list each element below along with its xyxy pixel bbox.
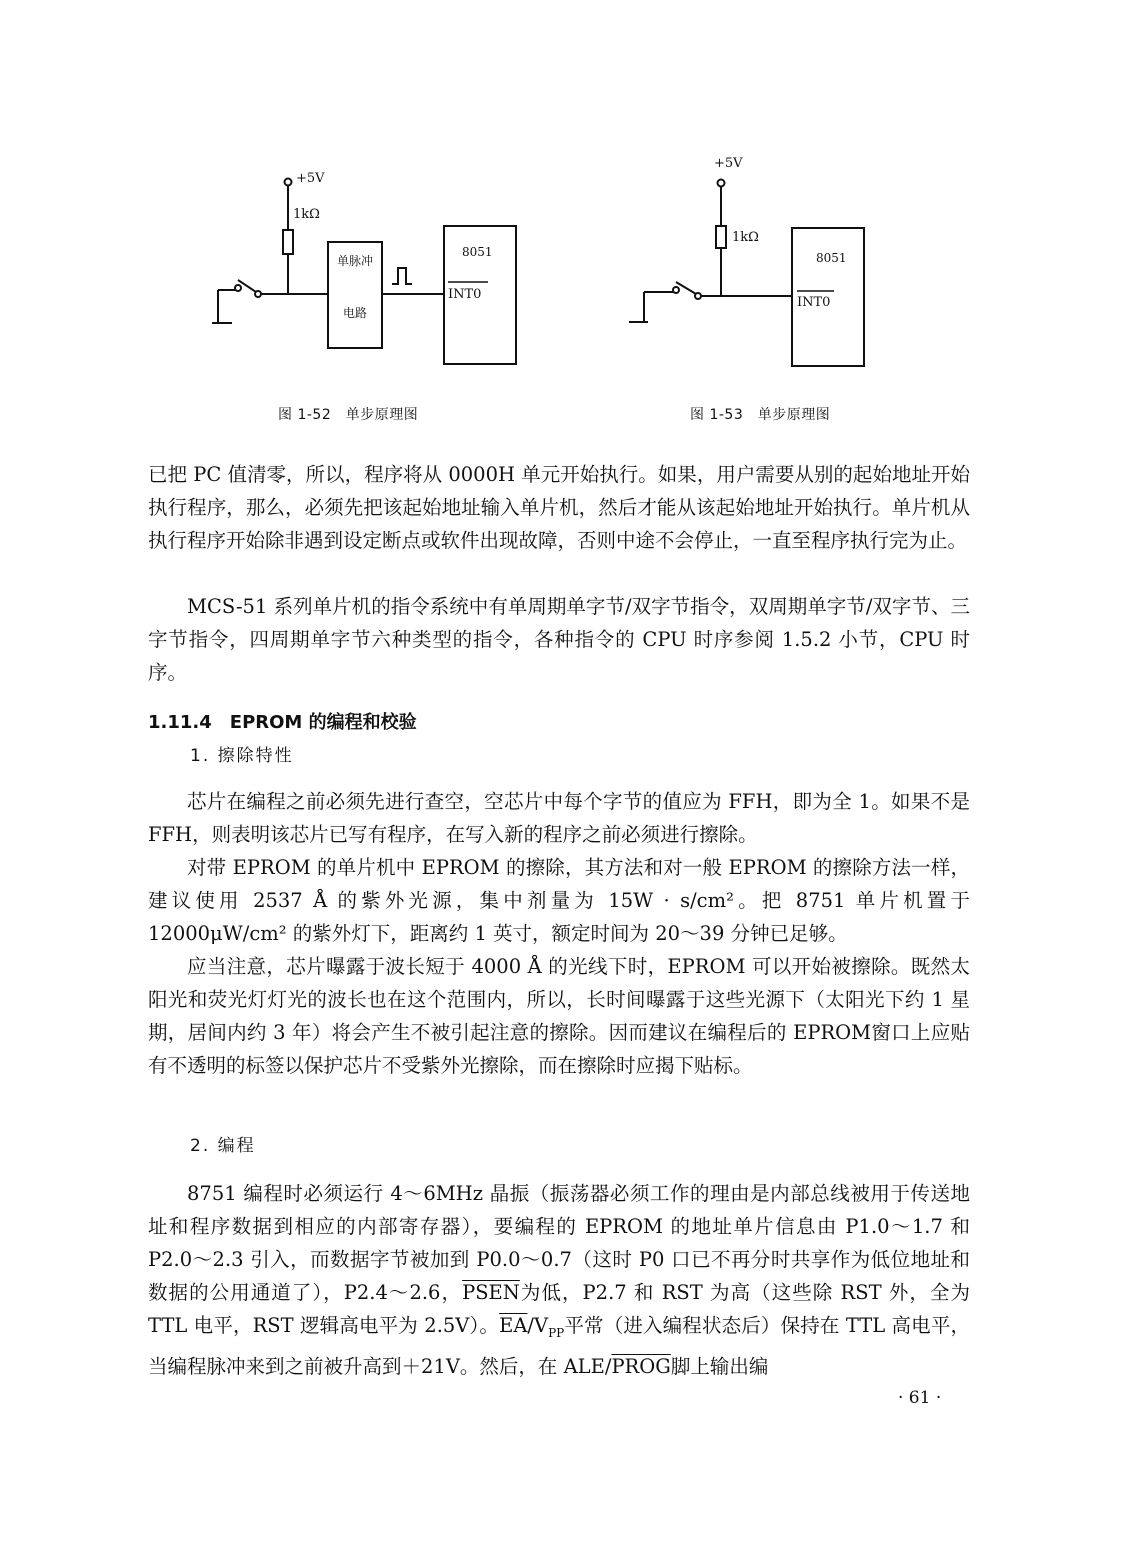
page-number: · 61 · [898, 1388, 942, 1408]
vcc-label: +5V [714, 156, 743, 171]
figure-1-53 [620, 150, 880, 375]
section-title: EPROM 的编程和校验 [229, 712, 417, 733]
vcc-terminal-icon [718, 180, 725, 187]
section-heading [148, 708, 417, 734]
vpp-subscript: PP [548, 1325, 565, 1340]
subsection-heading-1: 1. 擦除特性 [190, 746, 294, 766]
circuit-diagram-1-53 [620, 150, 880, 375]
paragraph-6-text-c: /V [527, 1314, 549, 1337]
vcc-terminal-icon [285, 179, 292, 186]
figure-caption-1-52: 图 1-52 单步原理图 [278, 407, 419, 423]
paragraph-5: 应当注意，芯片曝露于波长短于 4000 Å 的光线下时，EPROM 可以开始被擦除。既然太阳光和荧光灯灯光的波长也在这个范围内，所以，长时间曝露于这些光源下（太阳光下约 1 星期，居间内约 3 年）将会产生不被引起注意的擦除。因而建议在编程后的 EPROM窗口上应贴有不透明的标签以保护芯片不受紫外光擦除，而在擦除时应揭下贴标。 [148, 955, 970, 1077]
resistor-label: 1kΩ [293, 207, 320, 222]
paragraph-3: 芯片在编程之前必须先进行查空，空芯片中每个字节的值应为 FFH，即为全 1。如果不是 FFH，则表明该芯片已写有程序，在写入新的程序之前必须进行擦除。 [148, 790, 970, 846]
chip-label: 8051 [462, 245, 493, 259]
pulse-box-label-2: 电路 [342, 306, 368, 320]
paragraph-1: 已把 PC 值清零，所以，程序将从 0000H 单元开始执行。如果，用户需要从别的起始地址开始执行程序，那么，必须先把该起始地址输入单片机，然后才能从该起始地址开始执行。单片机从执行程序开始除非遇到设定断点或软件出现故障，否则中途不会停止，一直至程序执行完为止。 [148, 463, 970, 552]
section-number: 1.11.4 [148, 712, 212, 733]
paragraph-6-text-d: 平常（进入编程状态后）保持在 TTL 高电平，当编程脉冲来到之前被升高到＋21V。然后，在 ALE/ [148, 1314, 970, 1378]
resistor-icon [716, 226, 726, 248]
pulse-box-label-1: 单脉冲 [336, 254, 374, 268]
switch-contact-icon [673, 287, 679, 293]
paragraph-6-text-b: 为低，P2.7 和 RST 为高（这些除 RST 外，全为 TTL 电平，RST 逻辑高电平为 2.5V）。 [148, 1281, 970, 1337]
pulse-waveform-icon [392, 268, 412, 284]
int0-pin-label: INT0 [797, 295, 831, 310]
paragraph-4: 对带 EPROM 的单片机中 EPROM 的擦除，其方法和对一般 EPROM 的擦除方法一样，建议使用 2537 Å 的紫外光源，集中剂量为 15W · s/cm²。把 8751 单片机置于 12000μW/cm² 的紫外灯下，距离约 1 英寸，额定时间为 20～39 分钟已足够。 [148, 856, 970, 945]
psen-signal: PSEN [462, 1281, 520, 1304]
circuit-diagram-1-52 [200, 160, 540, 375]
figure-caption-1-53: 图 1-53 单步原理图 [690, 407, 831, 423]
int0-pin-label: INT0 [448, 287, 482, 302]
paragraph-6 [148, 1177, 970, 1383]
subsection-heading-2: 2. 编程 [190, 1136, 256, 1156]
switch-contact-icon [235, 285, 241, 291]
prog-signal: PROG [611, 1354, 671, 1378]
paragraph-6-text-a: 8751 编程时必须运行 4～6MHz 晶振（振荡器必须工作的理由是内部总线被用于传送地址和程序数据到相应的内部寄存器），要编程的 EPROM 的地址单片信息由 P1.0～1.7 和 P2.0～2.3 引入，而数据字节被加到 P0.0～0.7（这时 P0 口已不再分时共享作为低位地址和数据的公用通道了），P2.4～2.6， [148, 1182, 970, 1304]
paragraph-6-text-e: 脚上输出编 [670, 1354, 769, 1378]
chip-label: 8051 [816, 251, 847, 265]
resistor-icon [283, 230, 293, 254]
ea-signal: $\overline{EA}$ [499, 1314, 528, 1337]
resistor-label: 1kΩ [732, 230, 759, 245]
vcc-label: +5V [296, 171, 325, 186]
figure-1-52 [200, 160, 540, 375]
paragraph-2: MCS-51 系列单片机的指令系统中有单周期单字节/双字节指令，双周期单字节/双字节、三字节指令，四周期单字节六种类型的指令，各种指令的 CPU 时序参阅 1.5.2 小节，CPU 时序。 [148, 595, 970, 684]
